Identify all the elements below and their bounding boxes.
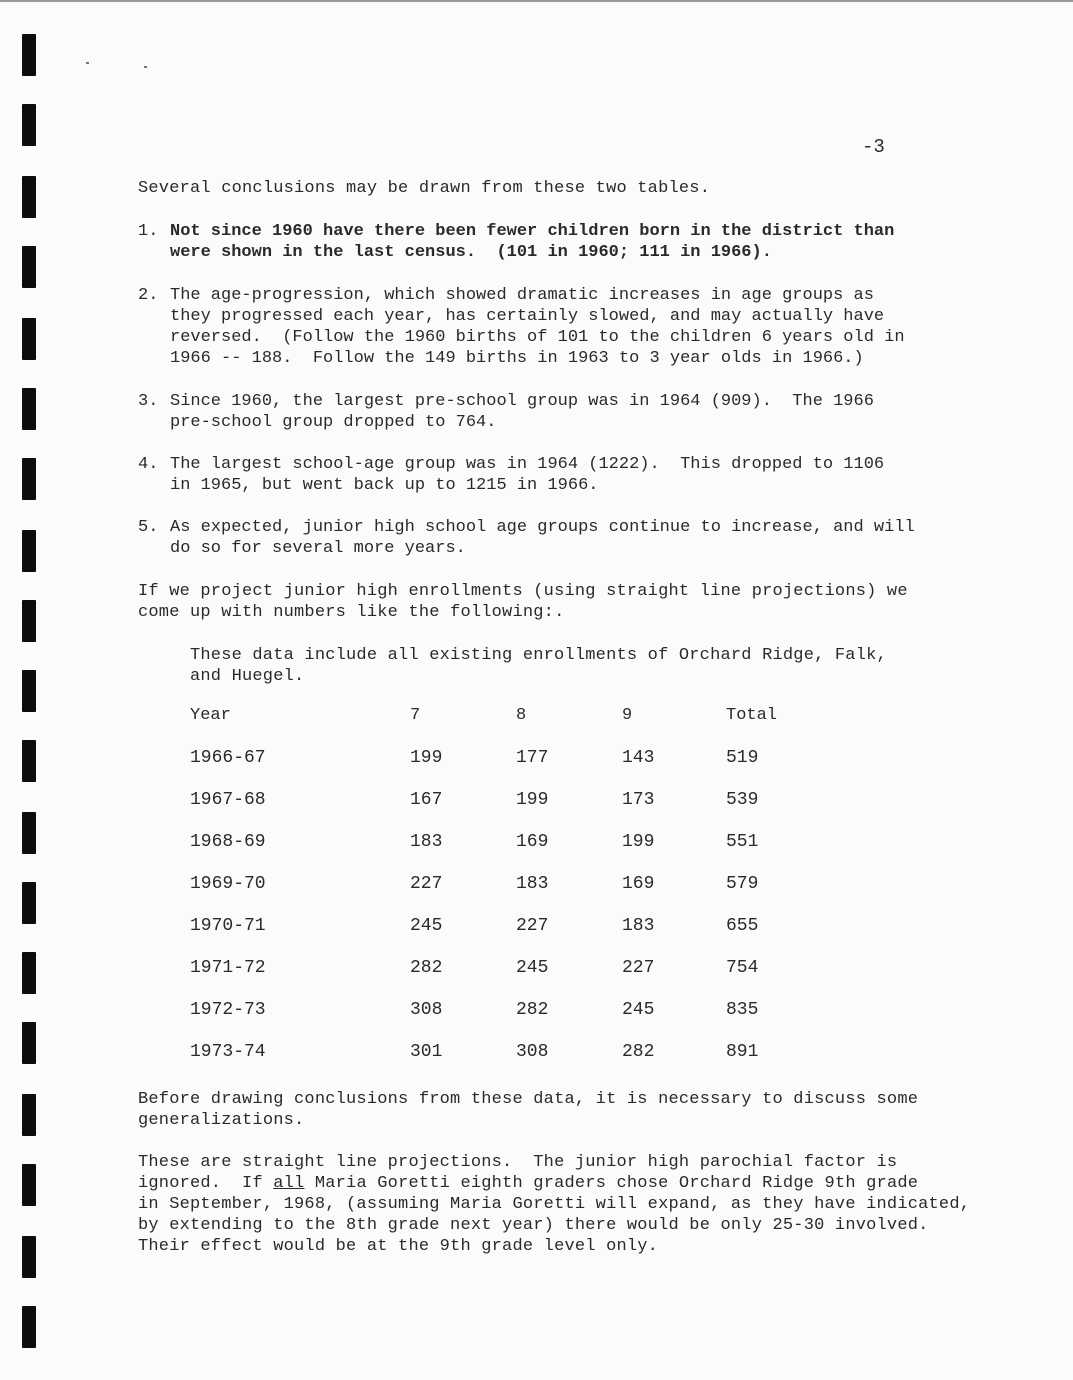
table-row [190,1042,830,1064]
cell-total: 551 [726,832,759,852]
table-row [190,958,830,980]
binder-hole [22,812,36,854]
underlined-all: all [273,1174,305,1193]
cell-grade-8: 245 [516,958,549,978]
cell-year: 1968-69 [190,832,266,852]
conclusion-number: 5. [138,518,159,537]
cell-grade-7: 245 [410,916,443,936]
binder-hole [22,458,36,500]
projection-intro: If we project junior high enrollments (using straight line projections) we come up with numbers like the following:. [138,582,908,622]
binder-hole [22,388,36,430]
binder-hole [22,740,36,782]
cell-grade-7: 183 [410,832,443,852]
cell-year: 1971-72 [190,958,266,978]
header-year: Year [190,706,231,725]
cell-total: 519 [726,748,759,768]
conclusion-text: As expected, junior high school age groups continue to increase, and will do so for several more years. [170,518,915,558]
binder-hole [22,1022,36,1064]
binder-hole [22,1164,36,1206]
table-note: These data include all existing enrollments of Orchard Ridge, Falk, and Huegel. [190,646,887,686]
conclusion-number: 2. [138,286,159,305]
conclusion-text: The age-progression, which showed dramatic increases in age groups as they progressed each year, has certainly slowed, and may actually have reversed. (Follow the 1960 births of 101 to the children 6 years old in 1966 -- 188. Follow the 149 births in 1963 to 3 year olds in 1966.) [170,286,905,368]
cell-grade-7: 227 [410,874,443,894]
binder-hole [22,1236,36,1278]
table-row [190,748,830,770]
cell-total: 891 [726,1042,759,1062]
cell-grade-9: 169 [622,874,655,894]
cell-year: 1970-71 [190,916,266,936]
cell-total: 579 [726,874,759,894]
header-grade-7: 7 [410,706,421,725]
cell-grade-9: 143 [622,748,655,768]
cell-grade-9: 227 [622,958,655,978]
conclusion-number: 4. [138,455,159,474]
cell-grade-8: 282 [516,1000,549,1020]
cell-grade-7: 167 [410,790,443,810]
cell-year: 1973-74 [190,1042,266,1062]
binder-hole [22,176,36,218]
scan-speck [144,66,147,68]
binder-hole [22,670,36,712]
scan-speck [86,62,89,64]
header-total: Total [726,706,778,725]
cell-grade-8: 177 [516,748,549,768]
cell-grade-9: 199 [622,832,655,852]
cell-grade-8: 227 [516,916,549,936]
cell-grade-9: 183 [622,916,655,936]
cell-grade-8: 308 [516,1042,549,1062]
binder-hole [22,882,36,924]
cell-grade-9: 245 [622,1000,655,1020]
cell-grade-7: 301 [410,1042,443,1062]
binder-hole [22,1306,36,1348]
closing-paragraph: These are straight line projections. The junior high parochial factor is ignored. If all Maria Goretti eighth graders chose Orchard Ridge 9th grade in September, 1968, (assuming Maria Goretti will expand, as they have indicated, by extending to the 8th grade next year) there would be only 25-30 involved. Their effect would be at the 9th grade level only. [138,1153,971,1256]
cell-total: 835 [726,1000,759,1020]
header-grade-9: 9 [622,706,633,725]
cell-year: 1967-68 [190,790,266,810]
page-top-edge [0,0,1073,2]
cell-year: 1969-70 [190,874,266,894]
cell-total: 539 [726,790,759,810]
conclusion-number: 3. [138,392,159,411]
conclusion-text: Not since 1960 have there been fewer children born in the district than were shown in the last census. (101 in 1960; 111 in 1966). [170,222,895,262]
cell-year: 1966-67 [190,748,266,768]
header-grade-8: 8 [516,706,527,725]
binder-hole [22,318,36,360]
page-number: -3 [862,136,885,158]
cell-total: 655 [726,916,759,936]
cell-grade-9: 173 [622,790,655,810]
binder-hole [22,34,36,76]
binder-hole [22,1094,36,1136]
table-header-row [190,706,830,728]
binder-hole [22,530,36,572]
table-row [190,1000,830,1022]
table-row [190,790,830,812]
binder-hole [22,246,36,288]
cell-grade-7: 199 [410,748,443,768]
cell-grade-7: 308 [410,1000,443,1020]
conclusion-text: Since 1960, the largest pre-school group was in 1964 (909). The 1966 pre-school group dropped to 764. [170,392,874,432]
table-row [190,916,830,938]
table-row [190,832,830,854]
cell-grade-9: 282 [622,1042,655,1062]
conclusion-number: 1. [138,222,159,241]
binder-hole [22,952,36,994]
before-conclusions-text: Before drawing conclusions from these data, it is necessary to discuss some generalizations. [138,1090,919,1130]
cell-grade-8: 183 [516,874,549,894]
cell-total: 754 [726,958,759,978]
intro-text: Several conclusions may be drawn from these two tables. [138,179,711,198]
binder-holes [0,0,60,1380]
conclusion-text: The largest school-age group was in 1964 (1222). This dropped to 1106 in 1965, but went back up to 1215 in 1966. [170,455,885,495]
cell-grade-7: 282 [410,958,443,978]
binder-hole [22,104,36,146]
cell-grade-8: 169 [516,832,549,852]
cell-year: 1972-73 [190,1000,266,1020]
cell-grade-8: 199 [516,790,549,810]
table-row [190,874,830,896]
binder-hole [22,600,36,642]
